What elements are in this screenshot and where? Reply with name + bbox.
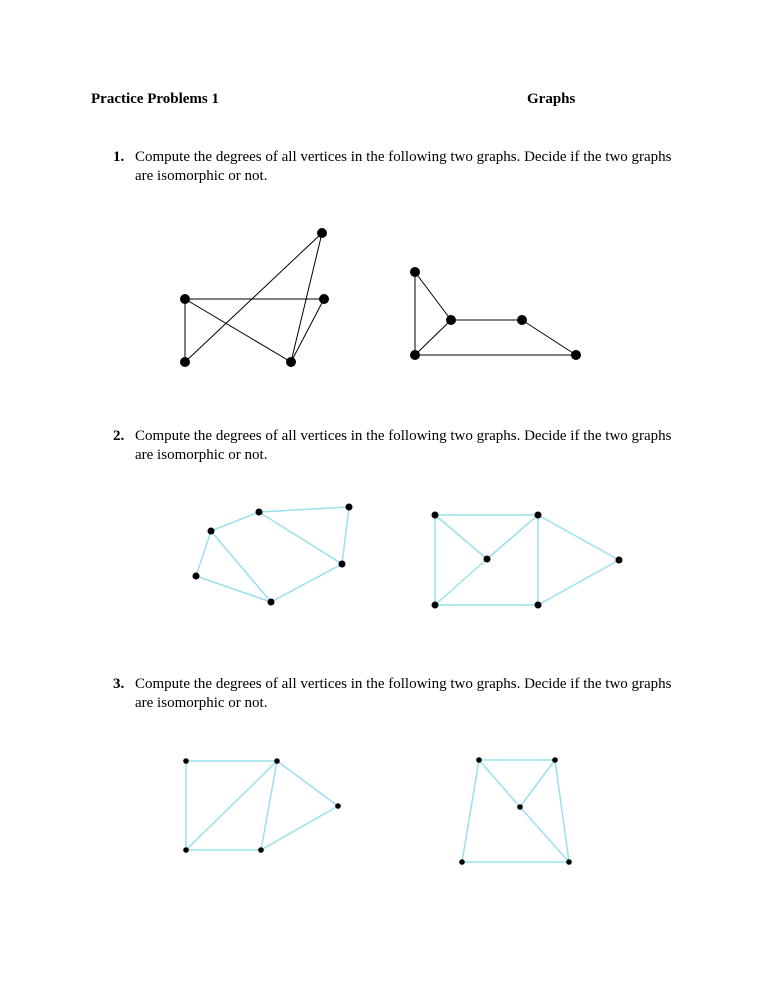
graph-edge (479, 760, 520, 807)
graph-edge (196, 531, 211, 576)
graph-edge (185, 299, 291, 362)
graph-vertex (320, 295, 329, 304)
graph-vertex (339, 561, 346, 568)
graph-edge (291, 233, 322, 362)
graph-vertex (335, 803, 341, 809)
graph-edge (415, 320, 451, 355)
graph-edge (520, 807, 569, 862)
problem-1-graph-right (411, 268, 581, 360)
graph-edge (259, 512, 342, 564)
graph-vertex (535, 602, 542, 609)
graph-vertex (346, 504, 353, 511)
graph-vertex (447, 316, 456, 325)
problem-2-graph-left (193, 504, 353, 606)
problem-number: 3. (113, 676, 125, 692)
graph-vertex (183, 758, 189, 764)
graph-vertex (411, 351, 420, 360)
graph-edge (522, 320, 576, 355)
graph-vertex (572, 351, 581, 360)
graph-vertex (432, 602, 439, 609)
graph-vertex (552, 757, 558, 763)
graph-vertex (318, 229, 327, 238)
graph-vertex (208, 528, 215, 535)
graph-edge (271, 564, 342, 602)
problem-1-graph-left (181, 229, 329, 367)
graph-vertex (193, 573, 200, 580)
graph-edge (277, 761, 338, 806)
graph-edge (538, 515, 619, 560)
problem-text: Compute the degrees of all vertices in the following two graphs. Decide if the two graphs are isomorphic or not. (135, 149, 672, 184)
graph-vertex (181, 295, 190, 304)
graph-vertex (476, 757, 482, 763)
problem-number: 2. (113, 428, 125, 444)
graph-edge (261, 806, 338, 850)
graph-vertex (566, 859, 572, 865)
problem-text: Compute the degrees of all vertices in the following two graphs. Decide if the two graphs are isomorphic or not. (135, 428, 672, 463)
graph-vertex (518, 316, 527, 325)
graph-vertex (256, 509, 263, 516)
graph-vertex (616, 557, 623, 564)
graph-edge (538, 560, 619, 605)
graph-vertex (459, 859, 465, 865)
worksheet-topic: Graphs (527, 91, 576, 107)
graph-vertex (432, 512, 439, 519)
graph-vertex (517, 804, 523, 810)
graph-edge (462, 760, 479, 862)
graph-edge (520, 760, 555, 807)
graph-edge (342, 507, 349, 564)
graph-edge (487, 515, 538, 559)
graph-vertex (287, 358, 296, 367)
problem-text: Compute the degrees of all vertices in the following two graphs. Decide if the two graphs are isomorphic or not. (135, 676, 672, 711)
graph-edge (555, 760, 569, 862)
graph-edge (435, 515, 487, 559)
worksheet-title: Practice Problems 1 (91, 91, 220, 107)
graph-vertex (535, 512, 542, 519)
graph-vertex (258, 847, 264, 853)
problem-number: 1. (113, 149, 125, 165)
graph-vertex (268, 599, 275, 606)
problem-2-graph-right (432, 512, 623, 609)
graph-vertex (183, 847, 189, 853)
graph-vertex (181, 358, 190, 367)
graph-edge (415, 272, 451, 320)
problem-3-graph-left (183, 758, 341, 853)
graph-vertex (411, 268, 420, 277)
graph-edge (259, 507, 349, 512)
graph-edge (291, 299, 324, 362)
graph-edge (211, 512, 259, 531)
graph-edge (435, 559, 487, 605)
graph-vertex (274, 758, 280, 764)
problem-3-graph-right (459, 757, 572, 865)
graph-vertex (484, 556, 491, 563)
